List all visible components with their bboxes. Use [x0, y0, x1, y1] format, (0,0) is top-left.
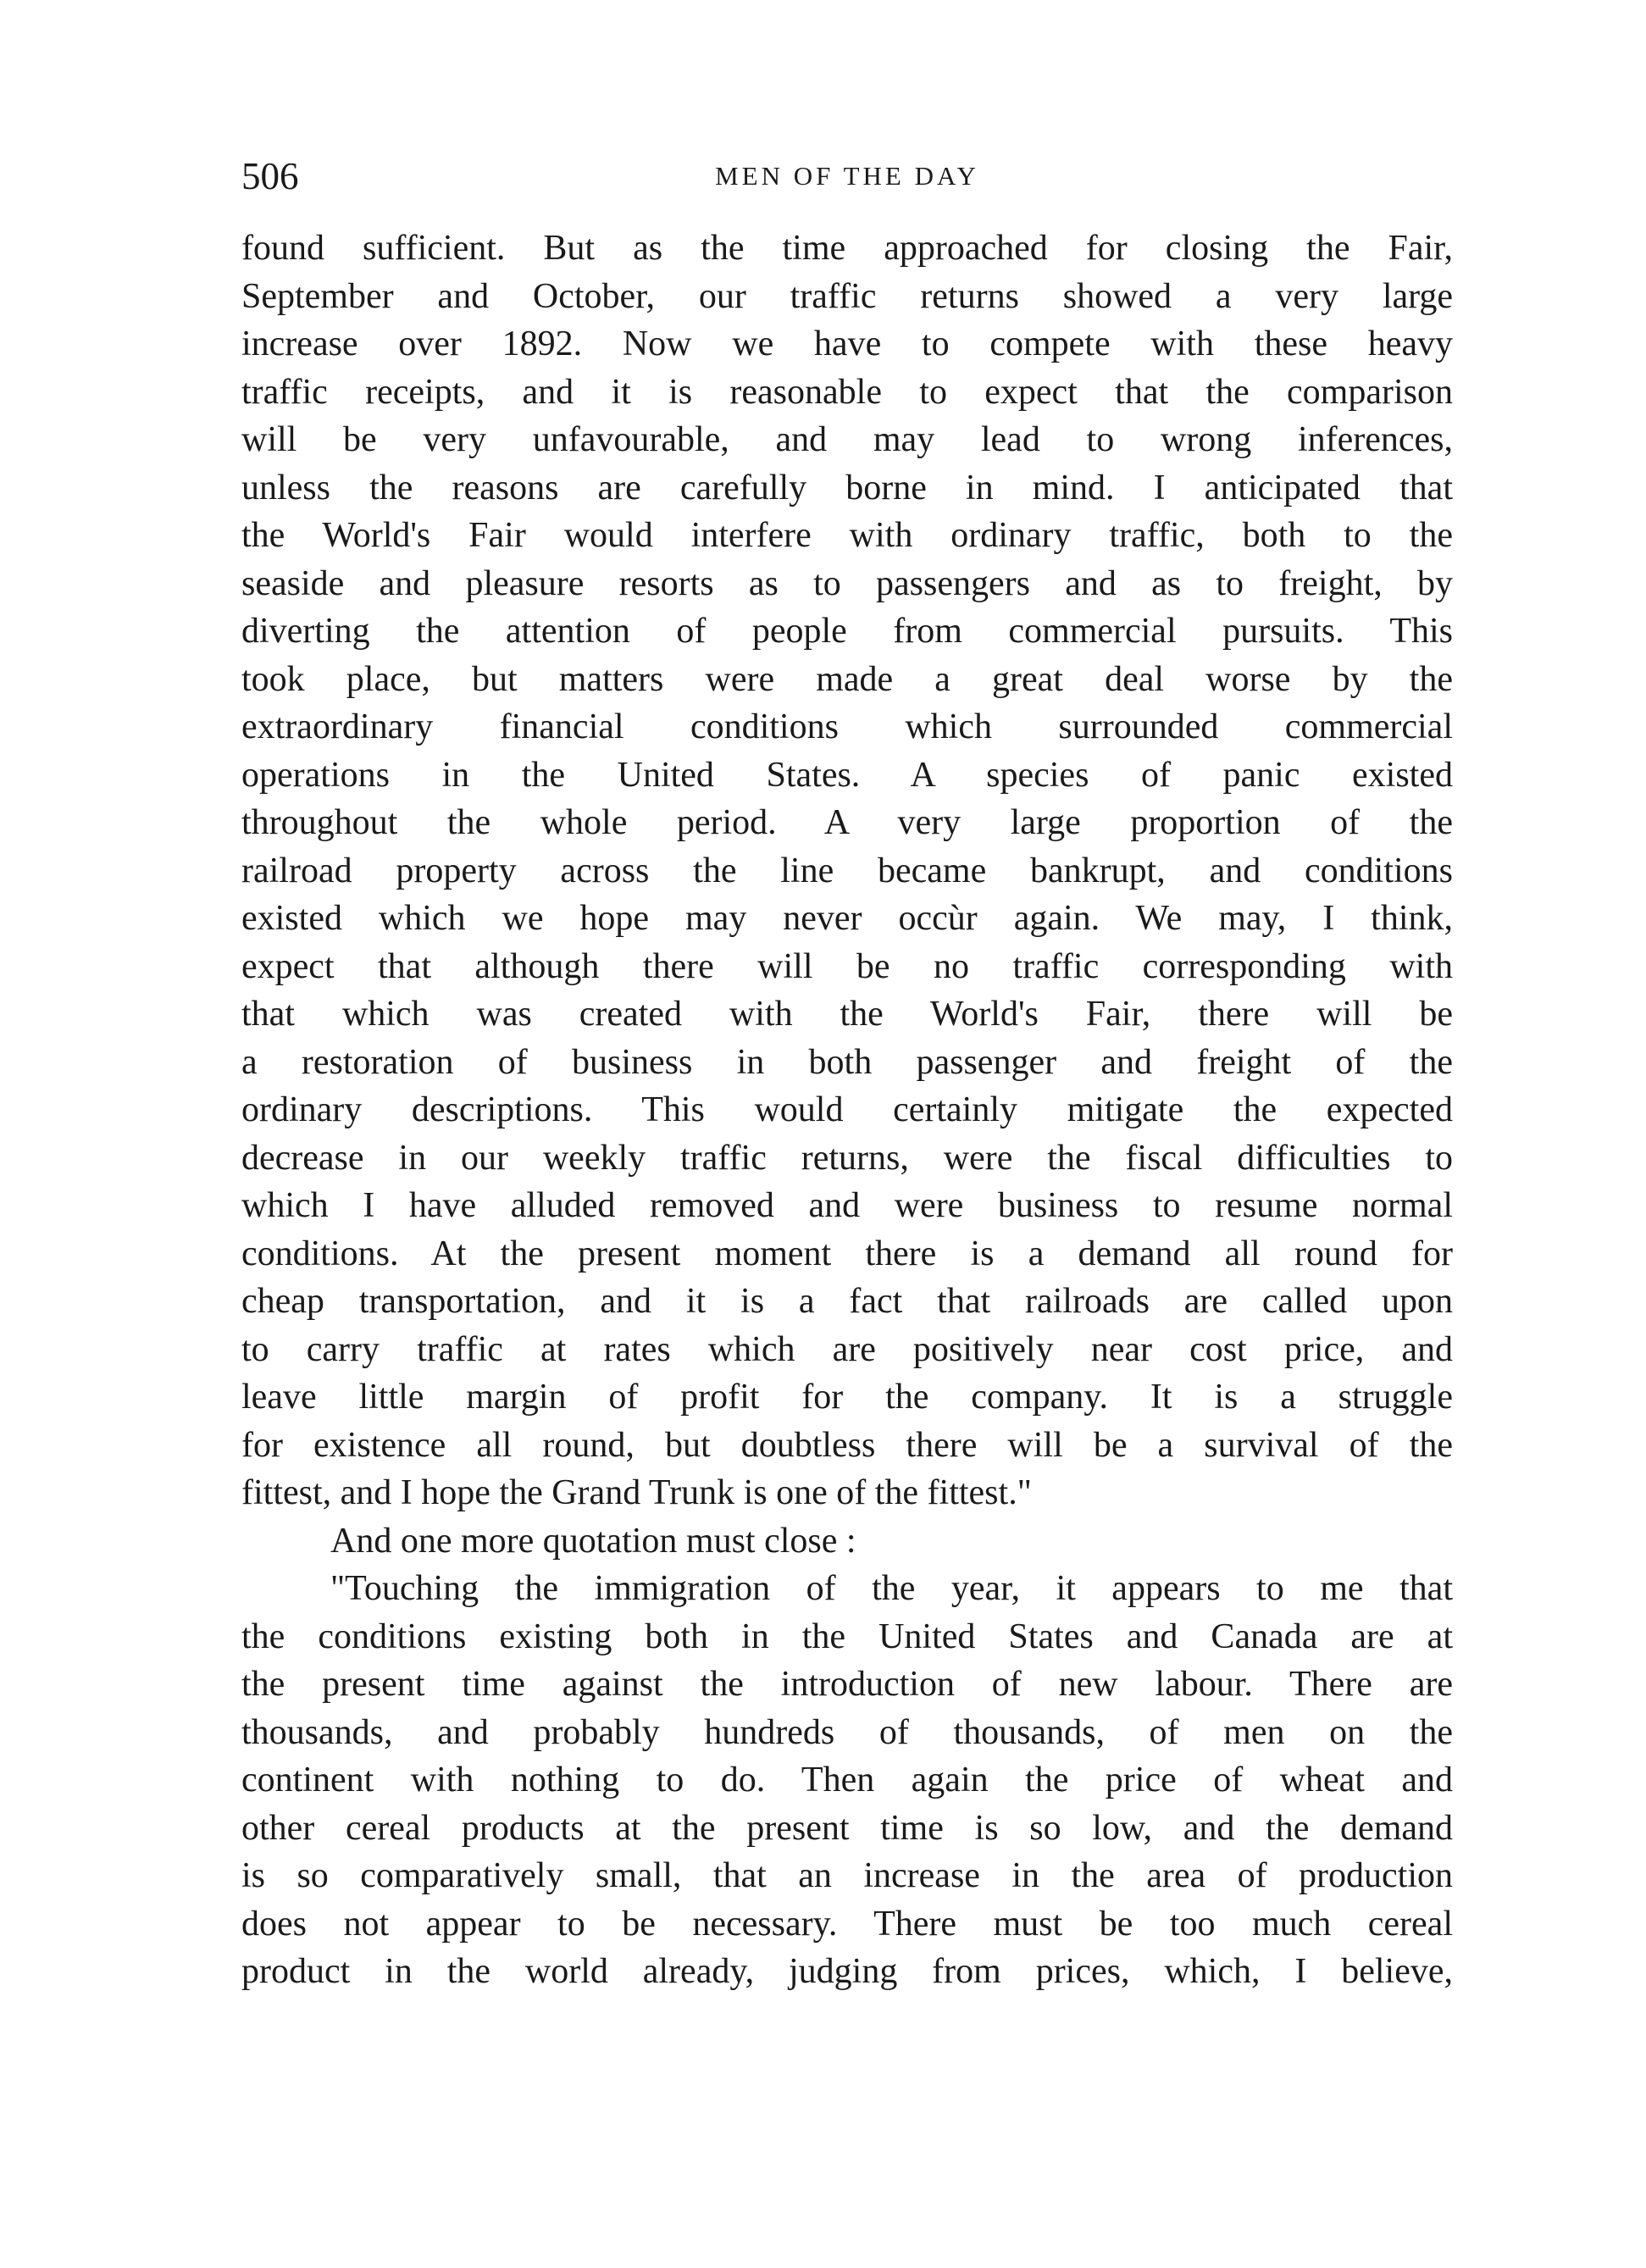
text-line: a restoration of business in both passenger and freight of the	[241, 1042, 1453, 1082]
text-line: will be very unfavourable, and may lead to wrong inferences,	[241, 420, 1453, 459]
text-line: "Touching the immigration of the year, it appears to me that	[330, 1569, 1453, 1608]
text-line: unless the reasons are carefully borne in mind. I anticipated that	[241, 468, 1453, 507]
text-line: leave little margin of profit for the company. It is a struggle	[241, 1378, 1453, 1417]
text-line: is so comparatively small, that an increase in the area of production	[241, 1856, 1453, 1895]
text-line: throughout the whole period. A very large proportion of the	[241, 803, 1453, 842]
text-line: traffic receipts, and it is reasonable to expect that the comparison	[241, 372, 1453, 412]
text-line: existed which we hope may never occùr again. We may, I think,	[241, 899, 1453, 938]
text-line: that which was created with the World's Fair, there will be	[241, 995, 1453, 1034]
text-line: does not appear to be necessary. There must be too much cereal	[241, 1904, 1453, 1944]
text-line: decrease in our weekly traffic returns, were the fiscal difficulties to	[241, 1138, 1453, 1178]
text-line: the World's Fair would interfere with ordinary traffic, both to the	[241, 516, 1453, 555]
running-head: MEN OF THE DAY	[715, 161, 979, 191]
text-line: conditions. At the present moment there is a demand all round for	[241, 1234, 1453, 1273]
text-line: which I have alluded removed and were business to resume normal	[241, 1186, 1453, 1225]
text-line: the conditions existing both in the United States and Canada are at	[241, 1616, 1453, 1656]
text-line: fittest, and I hope the Grand Trunk is one of the fittest."	[241, 1473, 1032, 1512]
text-line: for existence all round, but doubtless there will be a survival of the	[241, 1425, 1453, 1465]
text-line: railroad property across the line became bankrupt, and conditions	[241, 851, 1453, 890]
text-line: found sufficient. But as the time approached for closing the Fair,	[241, 229, 1453, 268]
text-line: diverting the attention of people from commercial pursuits. This	[241, 612, 1453, 651]
text-line: the present time against the introduction of new labour. There are	[241, 1665, 1453, 1704]
text-line: And one more quotation must close :	[330, 1521, 856, 1561]
text-line: product in the world already, judging from prices, which, I believe,	[241, 1952, 1453, 1991]
page-header	[241, 151, 1453, 202]
text-line: cheap transportation, and it is a fact that railroads are called upon	[241, 1282, 1453, 1321]
text-line: continent with nothing to do. Then again the price of wheat and	[241, 1761, 1453, 1799]
text-line: extraordinary financial conditions which surrounded commercial	[241, 707, 1453, 746]
text-line: seaside and pleasure resorts as to passengers and as to freight, by	[241, 563, 1453, 603]
text-line: to carry traffic at rates which are positively near cost price, and	[241, 1329, 1453, 1369]
text-line: ordinary descriptions. This would certainly mitigate the expected	[241, 1090, 1453, 1129]
text-line: operations in the United States. A species of panic existed	[241, 755, 1453, 795]
text-line: September and October, our traffic returns showed a very large	[241, 276, 1453, 316]
page-number: 506	[241, 155, 299, 197]
text-line: took place, but matters were made a great deal worse by the	[241, 659, 1453, 699]
text-line: expect that although there will be no traffic corresponding with	[241, 946, 1453, 986]
text-line: other cereal products at the present time is so low, and the demand	[241, 1808, 1453, 1848]
text-line: increase over 1892. Now we have to compete with these heavy	[241, 324, 1453, 363]
text-line: thousands, and probably hundreds of thousands, of men on the	[241, 1712, 1453, 1752]
body-text	[241, 225, 1453, 1996]
